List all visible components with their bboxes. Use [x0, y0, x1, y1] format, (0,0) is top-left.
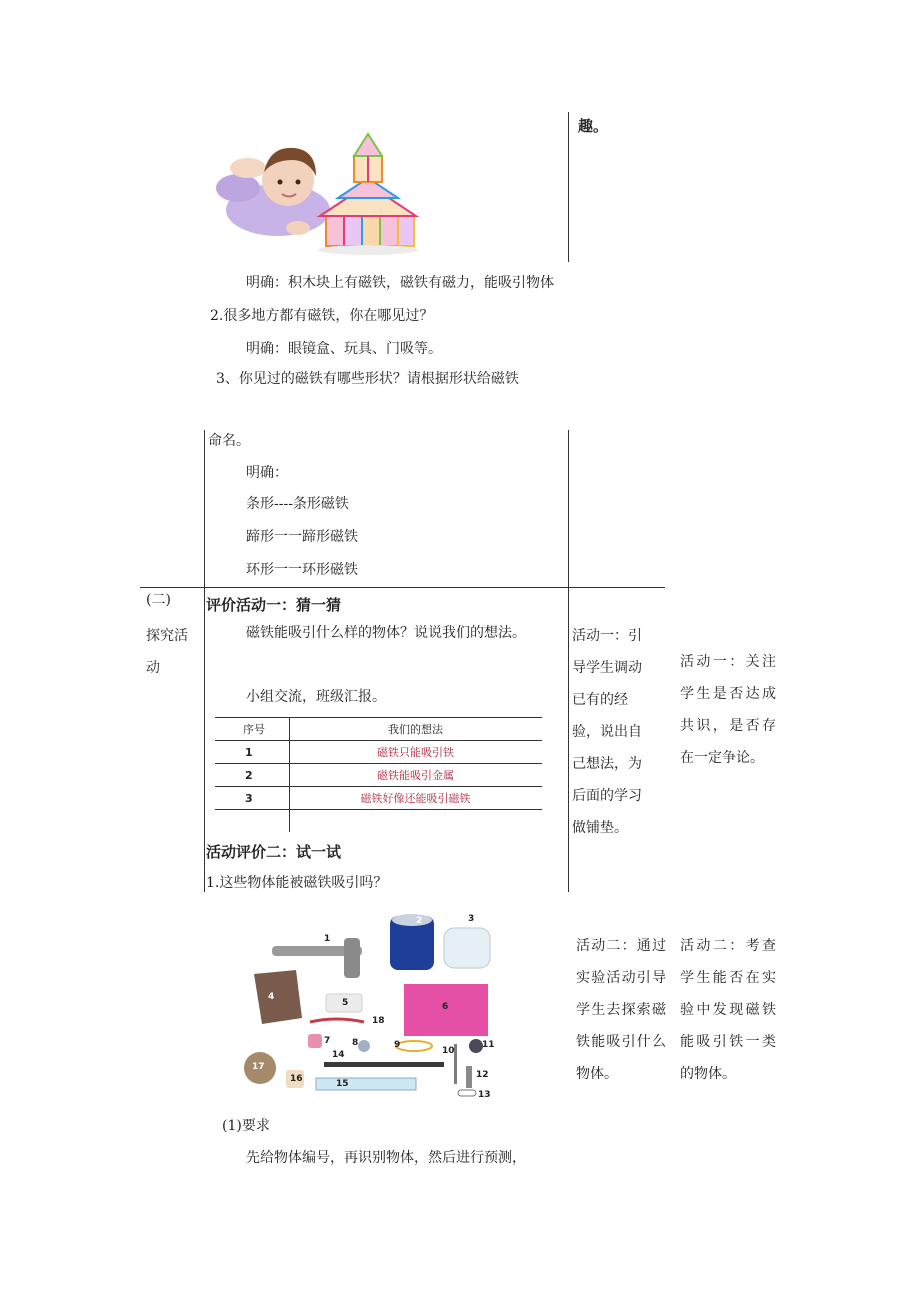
object-label-7: 7 [324, 1036, 331, 1046]
object-label-16: 16 [290, 1074, 303, 1084]
object-label-8: 8 [352, 1038, 359, 1048]
object-label-17: 17 [252, 1062, 265, 1072]
section-name: 探究活动 [146, 628, 188, 676]
object-label-10: 10 [442, 1046, 455, 1056]
ideas-col-idea: 我们的想法 [289, 718, 542, 741]
object-label-12: 12 [476, 1070, 489, 1080]
object-label-11: 11 [482, 1040, 495, 1050]
top-right-fragment: 趣。 [578, 117, 609, 135]
eval-activity-1-question: 磁铁能吸引什么样的物体？说说我们的想法。 [246, 625, 526, 641]
assessment-note-activity-2: 活动二：考查学生能否在实验中发现磁铁能吸引铁一类的物体。 [680, 938, 776, 1082]
requirement-title: (1)要求 [222, 1118, 270, 1134]
ideas-col-no: 序号 [215, 718, 289, 741]
naming-line: 命名。 [208, 433, 250, 449]
object-label-9: 9 [394, 1040, 401, 1050]
child-magnet-blocks-photo [208, 128, 420, 262]
object-label-15: 15 [336, 1079, 349, 1089]
eval-activity-1-title: 评价活动一：猜一猜 [206, 596, 342, 614]
table-row: 1 磁铁只能吸引铁 [215, 741, 542, 764]
shape-ring-magnet: 环形一一环形磁铁 [246, 562, 358, 578]
top-right-border [568, 112, 569, 262]
clarify-label-3: 明确： [246, 465, 288, 481]
teacher-note-activity-1: 活动一：引导学生调动已有的经验，说出自己想法，为后面的学习做铺垫。 [572, 628, 642, 836]
object-label-18: 18 [372, 1016, 385, 1026]
section-divider [140, 587, 665, 588]
object-label-3: 3 [468, 914, 475, 924]
table-line-left [204, 430, 205, 892]
question-3: 3、你见过的磁铁有哪些形状？请根据形状给磁铁 [216, 371, 519, 387]
object-label-13: 13 [478, 1090, 491, 1100]
question-2: 2.很多地方都有磁铁，你在哪见过？ [210, 308, 434, 324]
ideas-table [215, 717, 542, 832]
eval-activity-2-title: 活动评价二：试一试 [206, 843, 342, 861]
object-label-2: 2 [416, 916, 423, 926]
object-label-5: 5 [342, 998, 349, 1008]
teacher-note-activity-2: 活动二：通过实验活动引导学生去探索磁铁能吸引什么物体。 [576, 938, 666, 1082]
section-number: (二) [146, 592, 171, 608]
object-label-14: 14 [332, 1050, 345, 1060]
object-label-1: 1 [324, 934, 331, 944]
clarify-text-1: 明确：积木块上有磁铁，磁铁有磁力，能吸引物体 [246, 275, 554, 291]
table-row: 3 磁铁好像还能吸引磁铁 [215, 787, 542, 810]
requirement-text: 先给物体编号，再识别物体，然后进行预测， [246, 1150, 526, 1166]
clarify-text-2: 明确：眼镜盒、玩具、门吸等。 [246, 341, 442, 357]
table-line-mid [568, 430, 569, 892]
shape-horseshoe-magnet: 蹄形一一蹄形磁铁 [246, 529, 358, 545]
test-objects-photo [244, 910, 498, 1100]
object-label-6: 6 [442, 1002, 449, 1012]
shape-bar-magnet: 条形----条形磁铁 [246, 496, 349, 512]
group-exchange-text: 小组交流，班级汇报。 [246, 689, 386, 705]
table-row [215, 810, 542, 833]
assessment-note-activity-1: 活动一：关注学生是否达成共识，是否存在一定争论。 [680, 654, 776, 766]
object-label-4: 4 [268, 992, 275, 1002]
table-row: 2 磁铁能吸引金属 [215, 764, 542, 787]
eval-activity-2-question: 1.这些物体能被磁铁吸引吗？ [206, 875, 388, 891]
